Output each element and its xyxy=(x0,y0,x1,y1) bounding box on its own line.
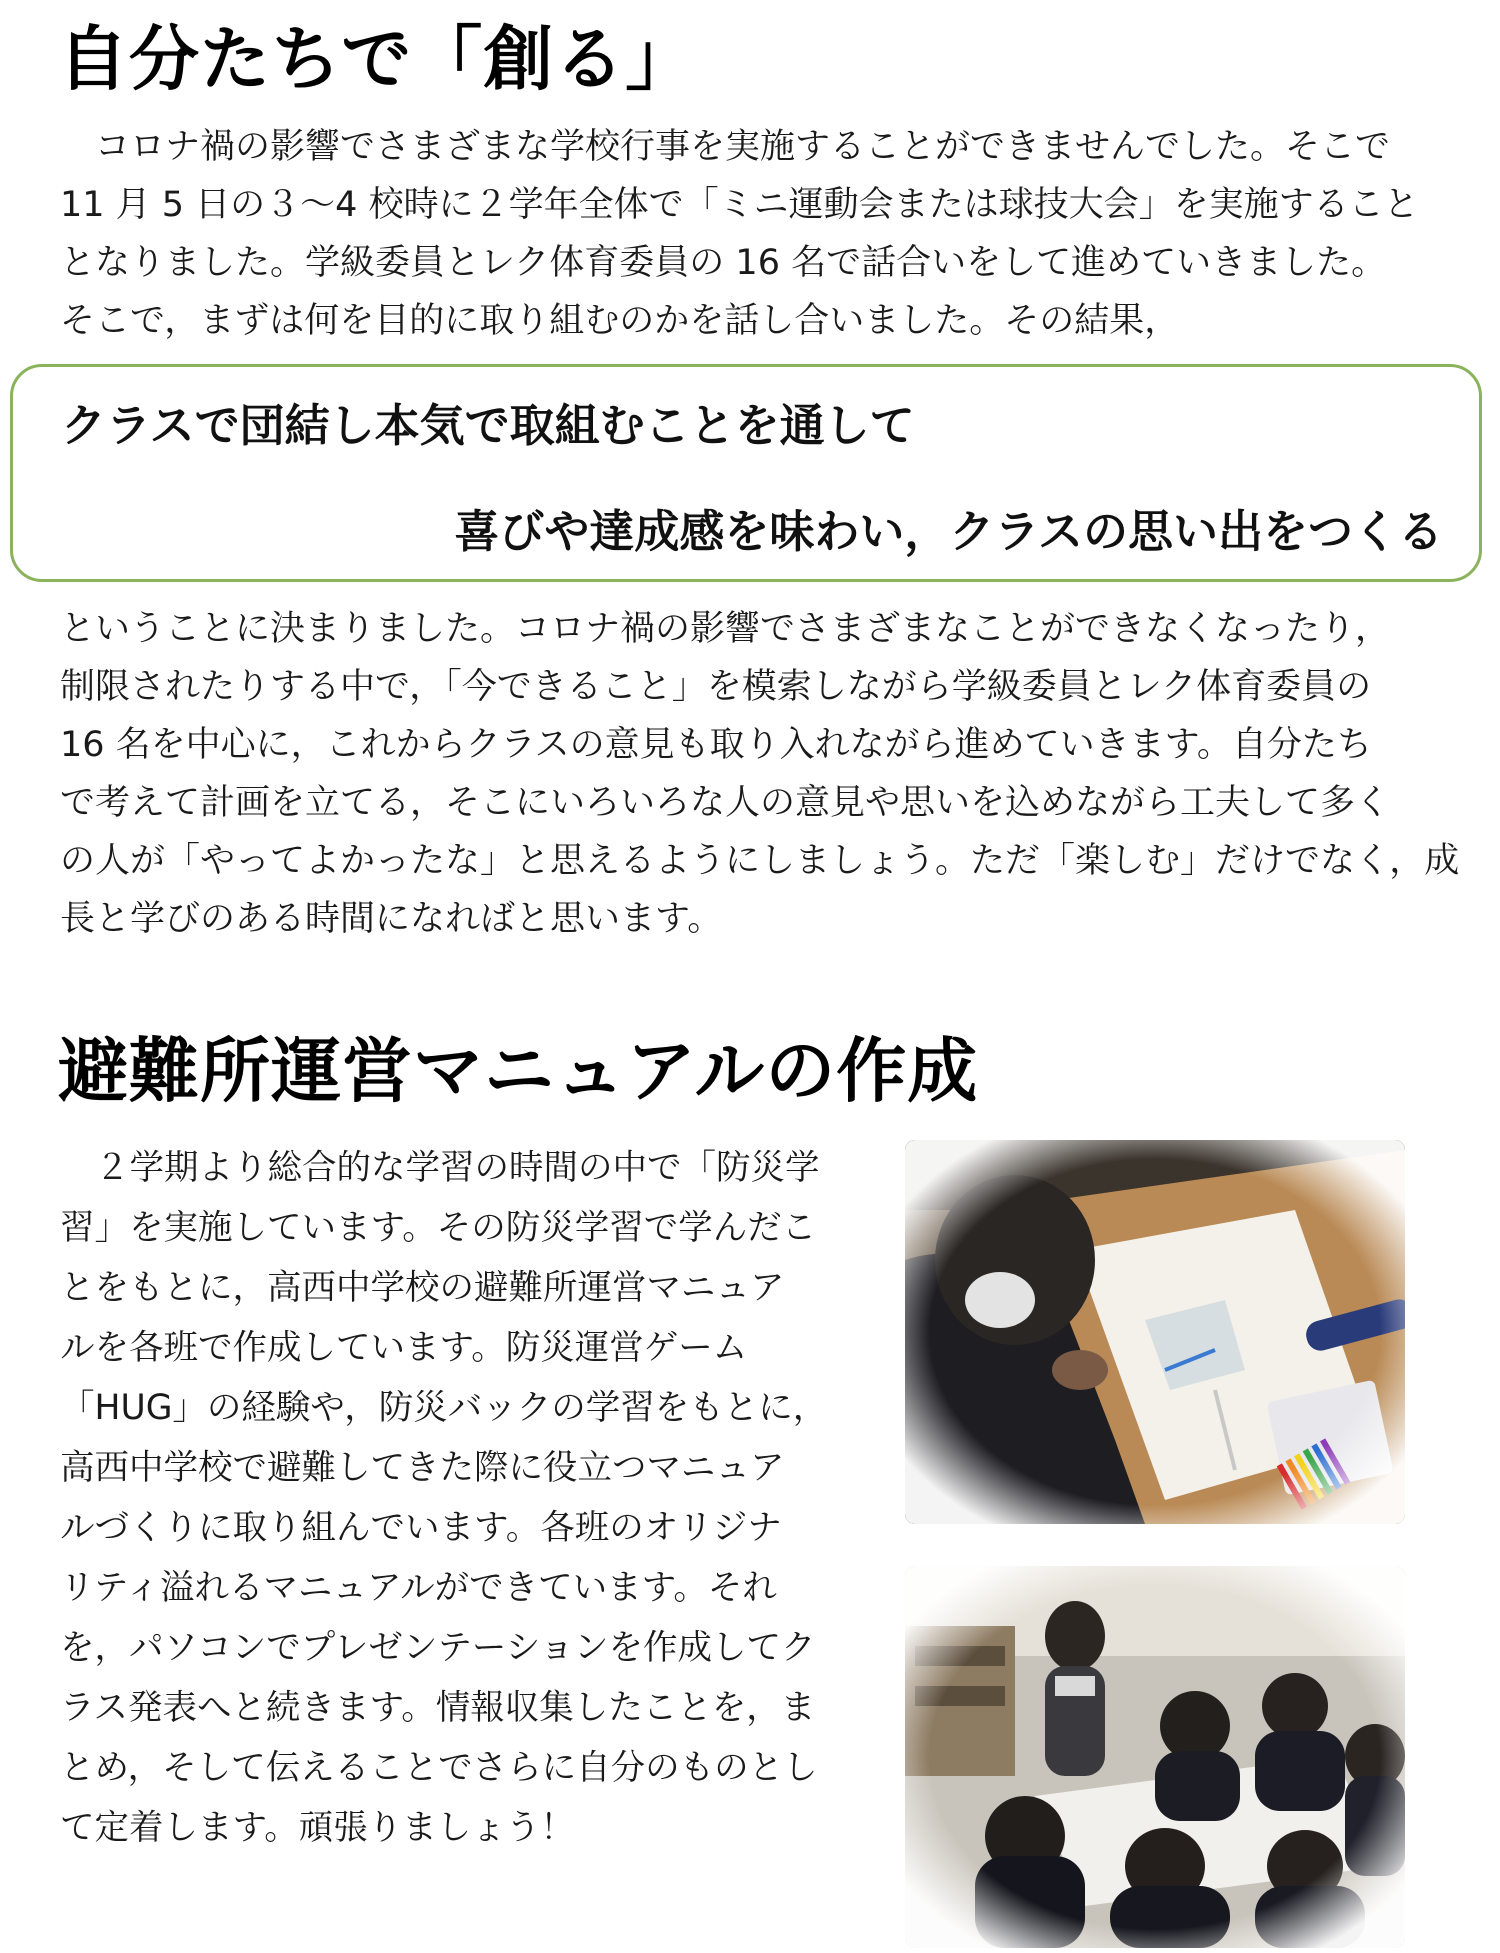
text-line: ルづくりに取り組んでいます。各班のオリジナ xyxy=(60,1508,782,1548)
text-line: 11 月 5 日の３～4 校時に２学年全体で「ミニ運動会または球技大会」を実施すること xyxy=(60,185,1419,225)
text-line: 習」を実施しています。その防災学習で学んだこ xyxy=(60,1208,817,1248)
text-line: となりました。学級委員とレク体育委員の 16 名で話合いをして進めていきました。 xyxy=(60,243,1387,283)
text-line: リティ溢れるマニュアルができています。それ xyxy=(60,1568,777,1608)
section-title-evacuation-manual: 避難所運営マニュアルの作成 xyxy=(58,1030,979,1112)
text-line: ラス発表へと続きます。情報収集したことを，ま xyxy=(60,1688,816,1728)
text-line: とめ，そして伝えることでさらに自分のものとし xyxy=(60,1748,818,1788)
goal-line-1: クラスで団結し本気で取組むことを通して xyxy=(61,399,915,452)
text-line: 「HUG」の経験や，防災バックの学習をもとに， xyxy=(60,1388,828,1428)
text-line: ２学期より総合的な学習の時間の中で「防災学 xyxy=(95,1148,820,1188)
text-line: 16 名を中心に，これからクラスの意見も取り入れながら進めていきます。自分たち xyxy=(60,725,1372,765)
text-line: コロナ禍の影響でさまざまな学校行事を実施することができませんでした。そこで xyxy=(95,127,1391,167)
text-line: とをもとに，高西中学校の避難所運営マニュア xyxy=(60,1268,785,1308)
text-line: で考えて計画を立てる，そこにいろいろな人の意見や思いを込めながら工夫して多く xyxy=(60,783,1391,823)
decision-paragraph xyxy=(60,600,1460,948)
intro-paragraph xyxy=(60,118,1460,350)
photo-group-work xyxy=(905,1566,1405,1948)
text-line: の人が「やってよかったな」と思えるようにしましょう。ただ「楽しむ」だけでなく，成 xyxy=(60,841,1460,881)
text-line: ルを各班で作成しています。防災運営ゲーム xyxy=(60,1328,748,1368)
photo-student-drawing xyxy=(905,1140,1405,1524)
text-line: 制限されたりする中で，「今できること」を模索しながら学級委員とレク体育委員の xyxy=(60,667,1372,707)
goal-line-2: 喜びや達成感を味わい，クラスの思い出をつくる xyxy=(454,505,1443,558)
text-line: ということに決まりました。コロナ禍の影響でさまざまなことができなくなったり， xyxy=(60,609,1391,649)
evacuation-paragraph xyxy=(60,1138,870,1858)
goal-callout-box xyxy=(10,364,1482,582)
text-line: 高西中学校で避難してきた際に役立つマニュア xyxy=(60,1448,785,1488)
text-line: 長と学びのある時間になればと思います。 xyxy=(60,899,723,939)
text-line: て定着します。頑張りましょう！ xyxy=(60,1808,575,1848)
text-line: を，パソコンでプレゼンテーションを作成してク xyxy=(60,1628,816,1668)
text-line: そこで，まずは何を目的に取り組むのかを話し合いました。その結果， xyxy=(60,301,1180,341)
section-title-create: 自分たちで「創る」 xyxy=(58,18,697,100)
